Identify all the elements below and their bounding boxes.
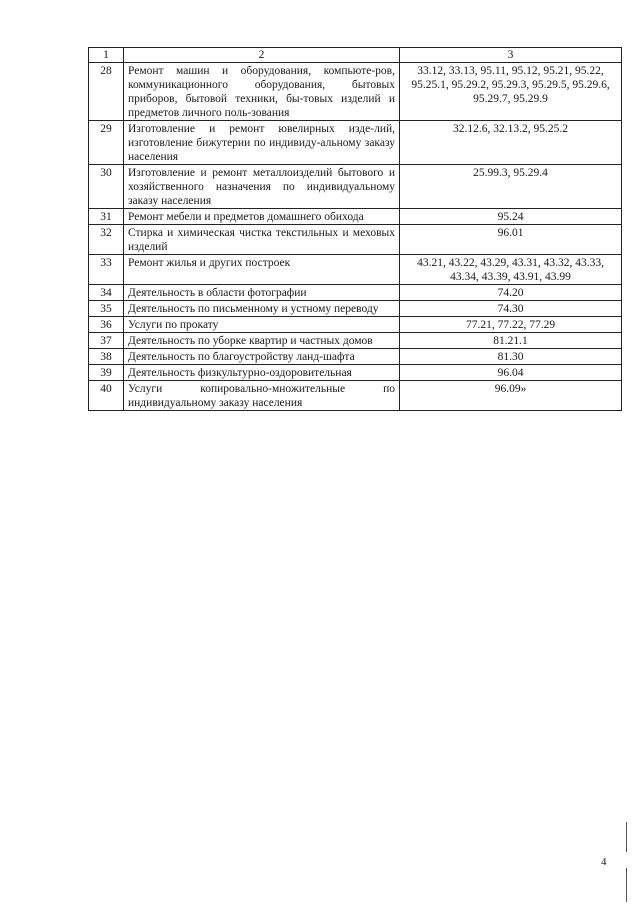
- row-number: 33: [89, 255, 124, 285]
- activity-description: Ремонт жилья и других построек: [124, 255, 400, 285]
- okved-codes: 96.09»: [400, 381, 622, 411]
- scan-edge-mark: [626, 868, 627, 902]
- activity-description: Деятельность по уборке квартир и частных домов: [124, 333, 400, 349]
- okved-codes: 96.01: [400, 225, 622, 255]
- row-number: 34: [89, 285, 124, 301]
- okved-codes: 77.21, 77.22, 77.29: [400, 317, 622, 333]
- codes-table-container: [88, 47, 621, 411]
- okved-codes: 81.30: [400, 349, 622, 365]
- okved-codes: 95.24: [400, 209, 622, 225]
- okved-codes: 81.21.1: [400, 333, 622, 349]
- table-row: [89, 225, 622, 255]
- row-number: 31: [89, 209, 124, 225]
- activity-description: Изготовление и ремонт ювелирных изде-лий, изготовление бижутерии по индивиду-альному заказу населения: [124, 121, 400, 165]
- header-row: [89, 48, 622, 63]
- activity-description: Изготовление и ремонт металлоизделий бытового и хозяйственного назначения по индивидуальному заказу населения: [124, 165, 400, 209]
- table-row: [89, 63, 622, 121]
- okved-codes: 25.99.3, 95.29.4: [400, 165, 622, 209]
- table-row: [89, 255, 622, 285]
- table-row: [89, 121, 622, 165]
- row-number: 32: [89, 225, 124, 255]
- table-row: [89, 317, 622, 333]
- okved-codes: 74.20: [400, 285, 622, 301]
- table-row: [89, 209, 622, 225]
- activity-description: Услуги копировально-множительные по индивидуальному заказу населения: [124, 381, 400, 411]
- row-number: 30: [89, 165, 124, 209]
- activity-description: Деятельность по благоустройству ланд-шафта: [124, 349, 400, 365]
- row-number: 40: [89, 381, 124, 411]
- table-row: [89, 381, 622, 411]
- table-row: [89, 333, 622, 349]
- row-number: 37: [89, 333, 124, 349]
- table-row: [89, 349, 622, 365]
- codes-table: [88, 47, 622, 411]
- okved-codes: 96.04: [400, 365, 622, 381]
- activity-description: Ремонт мебели и предметов домашнего обихода: [124, 209, 400, 225]
- table-row: [89, 165, 622, 209]
- scan-edge-mark: [626, 822, 627, 852]
- header-col-3: 3: [400, 48, 622, 63]
- table-row: [89, 285, 622, 301]
- header-col-1: 1: [89, 48, 124, 63]
- activity-description: Деятельность по письменному и устному переводу: [124, 301, 400, 317]
- okved-codes: 32.12.6, 32.13.2, 95.25.2: [400, 121, 622, 165]
- row-number: 39: [89, 365, 124, 381]
- table-row: [89, 301, 622, 317]
- activity-description: Ремонт машин и оборудования, компьюте-ров, коммуникационного оборудования, бытовых приборов, бытовой техники, бы-товых изделий и предметов личного поль-зования: [124, 63, 400, 121]
- activity-description: Услуги по прокату: [124, 317, 400, 333]
- row-number: 28: [89, 63, 124, 121]
- okved-codes: 74.30: [400, 301, 622, 317]
- header-col-2: 2: [124, 48, 400, 63]
- row-number: 38: [89, 349, 124, 365]
- okved-codes: 43.21, 43.22, 43.29, 43.31, 43.32, 43.33, 43.34, 43.39, 43.91, 43.99: [400, 255, 622, 285]
- activity-description: Деятельность в области фотографии: [124, 285, 400, 301]
- row-number: 36: [89, 317, 124, 333]
- row-number: 29: [89, 121, 124, 165]
- table-row: [89, 365, 622, 381]
- page-number: 4: [601, 856, 607, 868]
- activity-description: Деятельность физкультурно-оздоровительная: [124, 365, 400, 381]
- activity-description: Стирка и химическая чистка текстильных и меховых изделий: [124, 225, 400, 255]
- okved-codes: 33.12, 33.13, 95.11, 95.12, 95.21, 95.22, 95.25.1, 95.29.2, 95.29.3, 95.29.5, 95.29.6, 95.29.7, 95.29.9: [400, 63, 622, 121]
- row-number: 35: [89, 301, 124, 317]
